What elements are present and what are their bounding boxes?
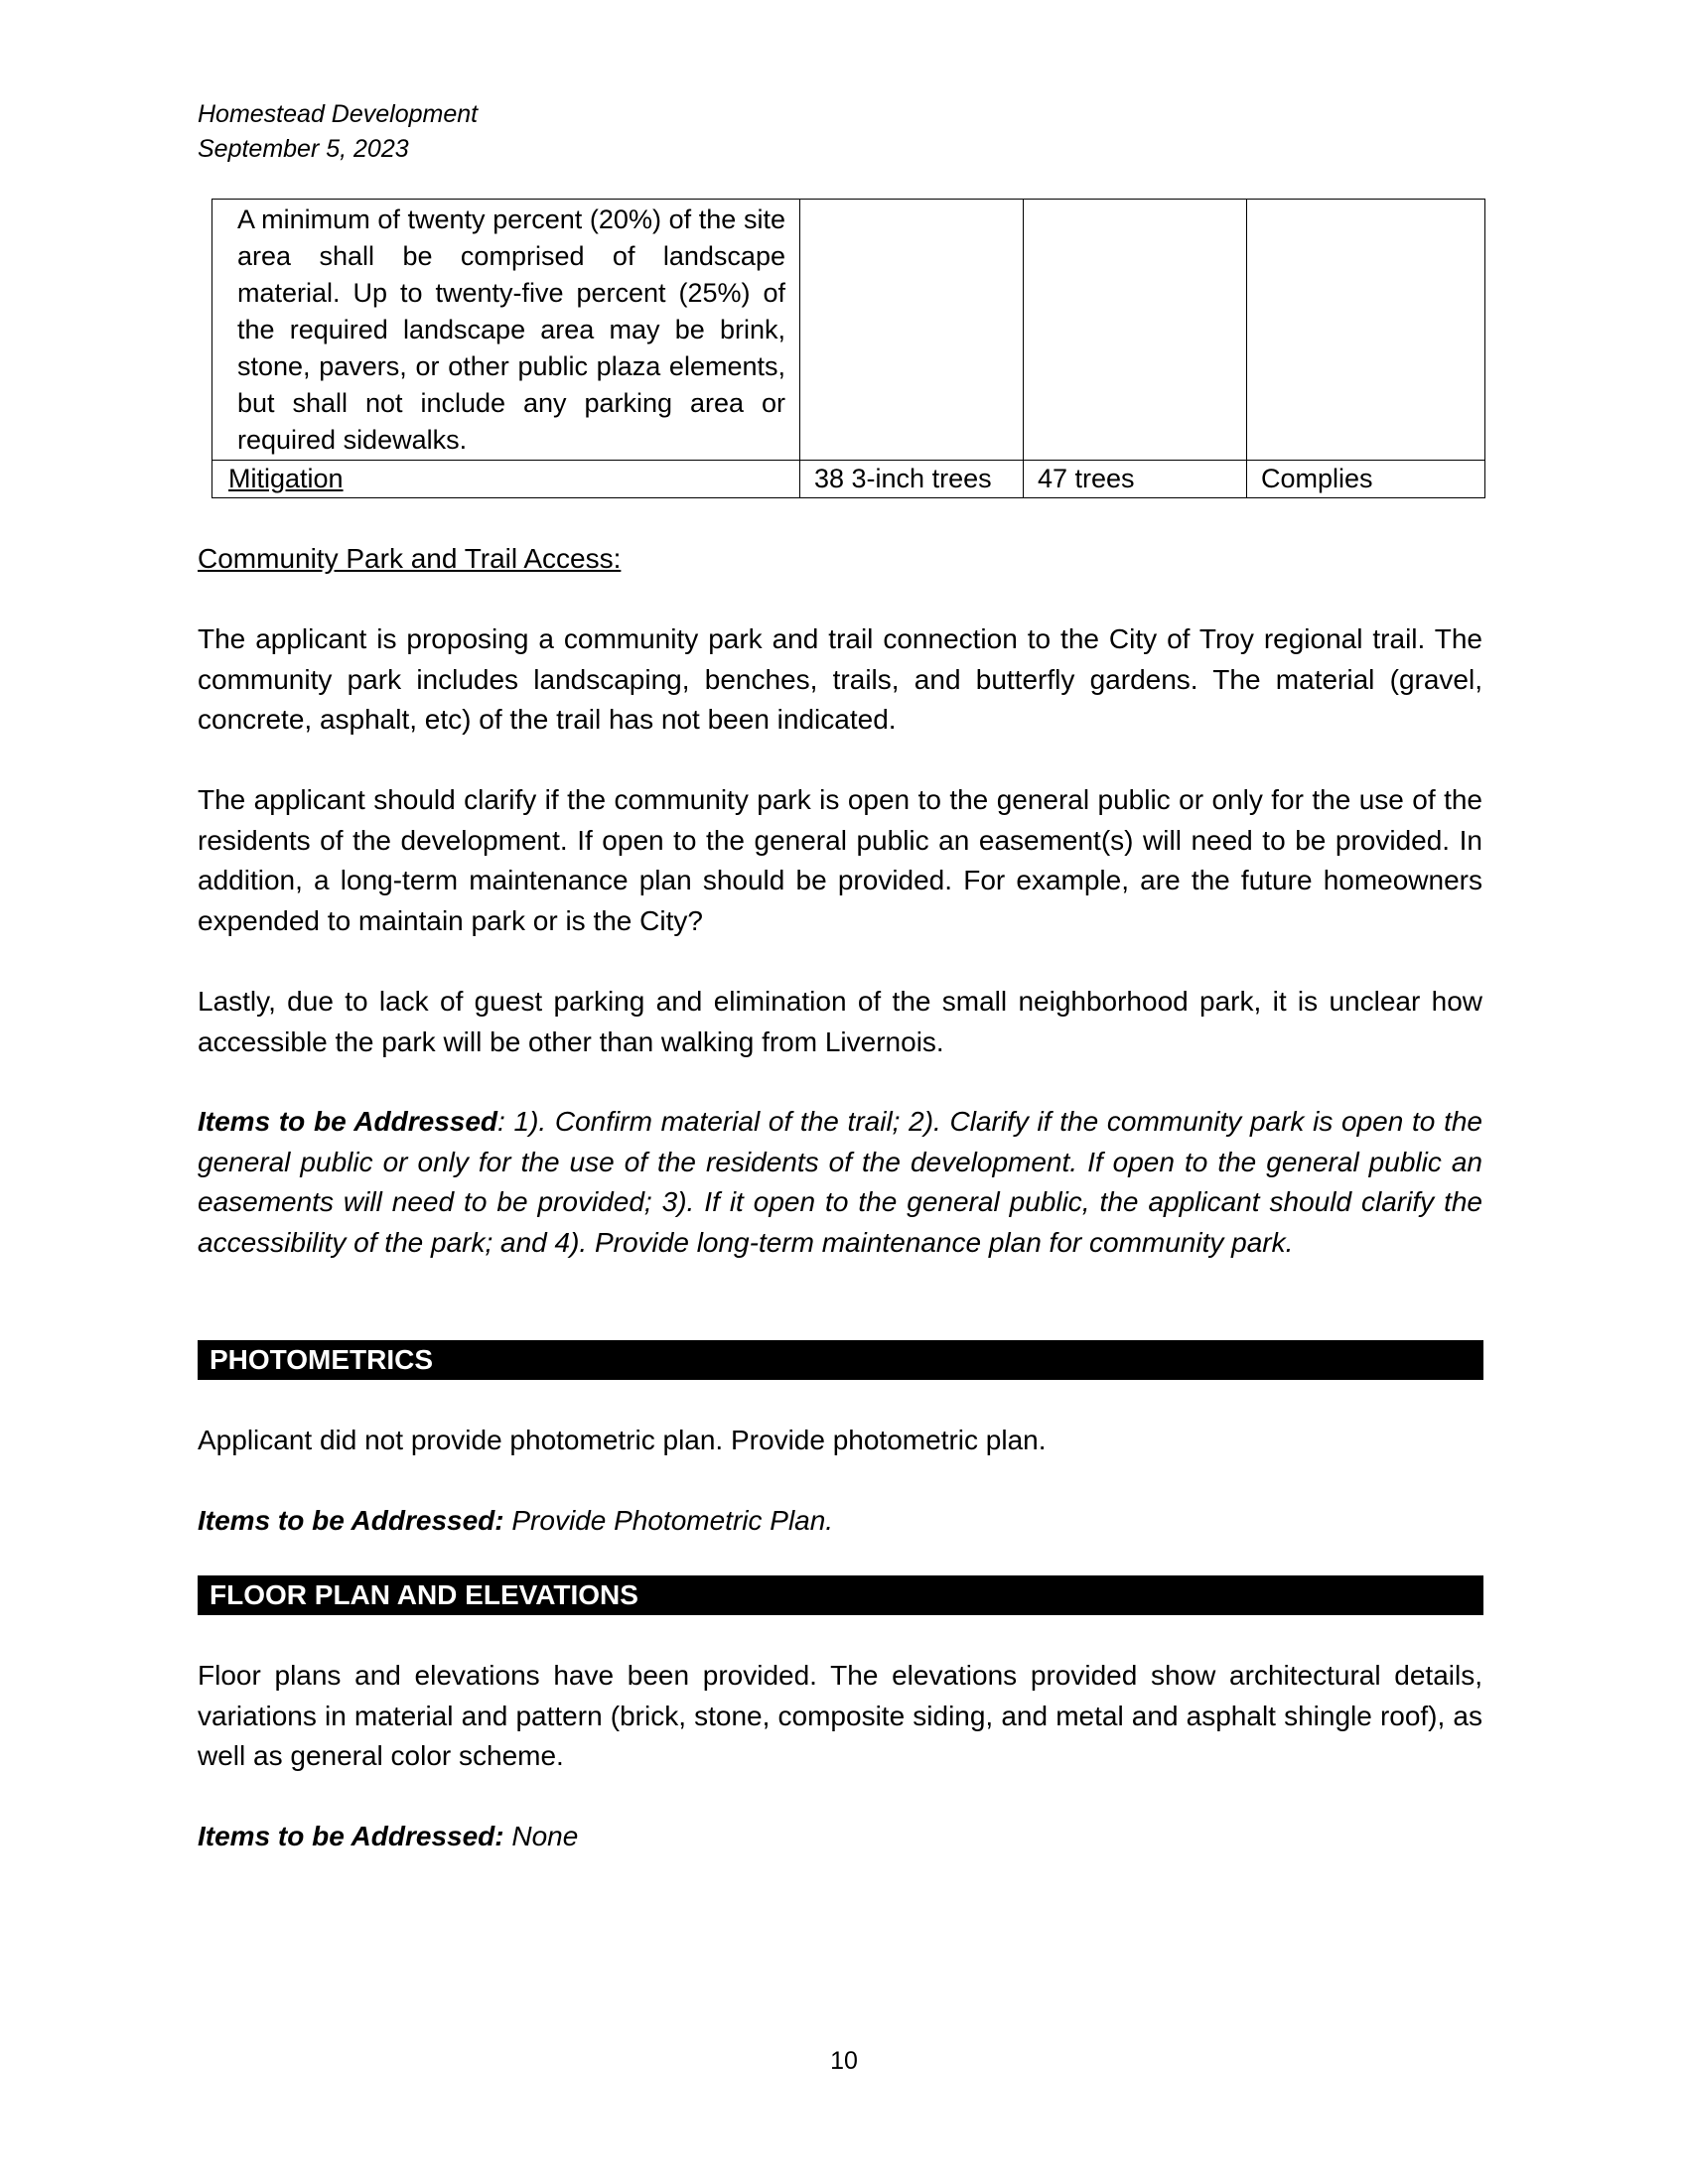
items-text: Provide Photometric Plan.: [503, 1505, 834, 1536]
items-text: None: [503, 1821, 579, 1851]
table-row: [212, 200, 1485, 461]
items-label: Items to be Addressed:: [198, 1821, 504, 1851]
items-label: Items to be Addressed: [198, 1106, 498, 1137]
page-number: 10: [830, 2047, 858, 2075]
community-heading: Community Park and Trail Access:: [198, 543, 622, 574]
mitigation-status: Complies: [1247, 461, 1485, 498]
floorplan-items: [198, 1817, 1482, 1857]
table-cell-required: [800, 200, 1024, 461]
mitigation-label: Mitigation: [228, 464, 344, 493]
mitigation-provided: 47 trees: [1024, 461, 1247, 498]
landscape-requirements-table: [211, 199, 1485, 498]
section-heading-floor-plan: FLOOR PLAN AND ELEVATIONS: [198, 1575, 1483, 1615]
photometrics-paragraph: Applicant did not provide photometric plan. Provide photometric plan.: [198, 1425, 1047, 1455]
community-paragraph-3: Lastly, due to lack of guest parking and elimination of the small neighborhood park, it is unclear how accessible the park will be other than walking from Livernois.: [198, 986, 1482, 1057]
document-header: [198, 97, 1482, 167]
header-title: Homestead Development: [198, 100, 479, 128]
photometrics-items: [198, 1501, 1482, 1542]
community-paragraph-2: The applicant should clarify if the community park is open to the general public or only for the use of the residents of the development. If open to the general public an easement(s) will need to be provided. In addition, a long-term maintenance plan should be provided. For example, are the future homeowners expended to maintain park or is the City?: [198, 784, 1482, 936]
floorplan-paragraph: Floor plans and elevations have been provided. The elevations provided show architectural details, variations in material and pattern (brick, stone, composite siding, and metal and asphalt shingle roof), as well as general color scheme.: [198, 1660, 1482, 1771]
table-cell-requirement: A minimum of twenty percent (20%) of the site area shall be comprised of landscape material. Up to twenty-five percent (25%) of the required landscape area may be brink, stone, pavers, or other public plaza elements, but shall not include any parking area or required sidewalks.: [212, 200, 800, 461]
header-date: September 5, 2023: [198, 135, 409, 163]
table-row: [212, 461, 1485, 498]
table-cell-status: [1247, 200, 1485, 461]
items-label: Items to be Addressed:: [198, 1505, 504, 1536]
table-cell-provided: [1024, 200, 1247, 461]
items-text: : 1). Confirm material of the trail; 2). Clarify if the community park is open to the general public or only for the use of the residents of the development. If open to the general public an easements will need to be provided; 3). If it open to the general public, the applicant should clarify the accessibility of the park; and 4). Provide long-term maintenance plan for community park.: [198, 1106, 1482, 1258]
community-paragraph-1: The applicant is proposing a community park and trail connection to the City of Troy regional trail. The community park includes landscaping, benches, trails, and butterfly gardens. The material (gravel, concrete, asphalt, etc) of the trail has not been indicated.: [198, 623, 1482, 735]
mitigation-required: 38 3-inch trees: [800, 461, 1024, 498]
community-items: [198, 1102, 1482, 1263]
section-heading-photometrics: PHOTOMETRICS: [198, 1340, 1483, 1380]
